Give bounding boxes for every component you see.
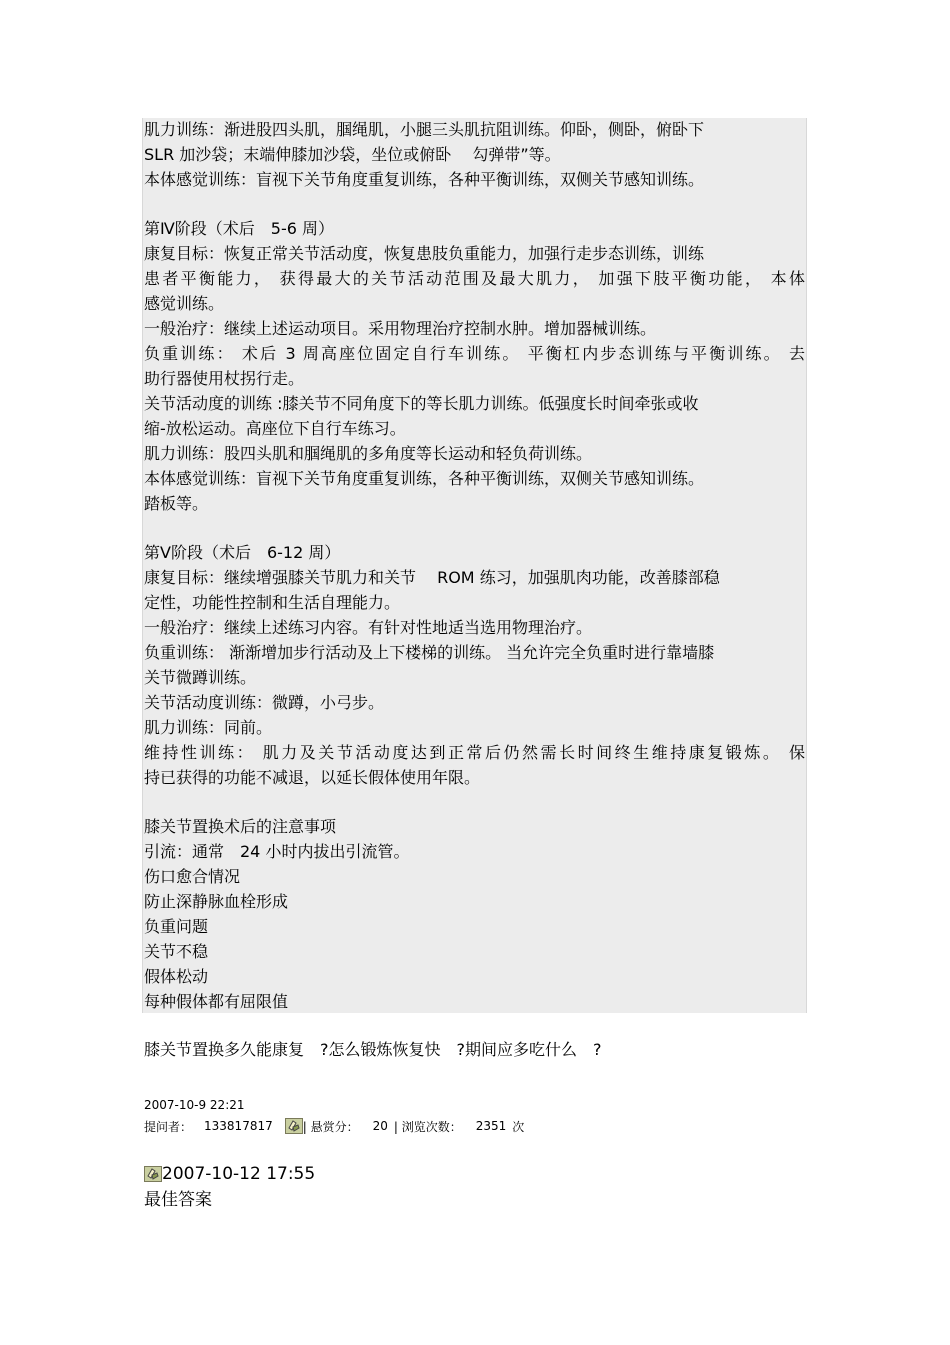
text-line: 本体感觉训练：盲视下关节角度重复训练，各种平衡训练，双侧关节感知训练。 <box>144 469 705 488</box>
views-value: 2351 <box>475 1119 507 1133</box>
text-line: 康复目标：继续增强膝关节肌力和关节 ROM 练习，加强肌肉功能，改善膝部稳 <box>144 568 720 587</box>
text-line: 本体感觉训练：盲视下关节角度重复训练，各种平衡训练，双侧关节感知训练。 <box>144 170 705 189</box>
text-line: 关节活动度的训练 :膝关节不同角度下的等长肌力训练。低强度长时间牵张或收 <box>144 394 699 413</box>
text-line: 缩-放松运动。高座位下自行车练习。 <box>144 419 406 438</box>
text-line: 防止深静脉血栓形成 <box>144 892 289 911</box>
bounty-value: 20 <box>372 1119 388 1133</box>
answer-user-icon[interactable] <box>144 1166 162 1182</box>
text-line: 踏板等。 <box>144 494 209 513</box>
asker-id[interactable]: 133817817 <box>204 1119 273 1133</box>
text-line: 助行器使用杖拐行走。 <box>144 369 305 388</box>
user-level-icon[interactable] <box>285 1118 303 1134</box>
text-line: 维持性训练： 肌力及关节活动度达到正常后仍然需长时间终生维持康复锻炼。 保 <box>144 743 805 762</box>
text-line: 康复目标：恢复正常关节活动度，恢复患肢负重能力，加强行走步态训练，训练 <box>144 244 705 263</box>
text-line: 一般治疗：继续上述练习内容。有针对性地适当选用物理治疗。 <box>144 618 593 637</box>
answer-header <box>144 1162 315 1186</box>
text-line: 伤口愈合情况 <box>144 867 241 886</box>
section-heading: 第Ⅴ阶段（术后 6-12 周） <box>144 543 341 562</box>
question-meta <box>144 1116 524 1136</box>
best-answer-label: 最佳答案 <box>144 1190 212 1210</box>
question-date: 2007-10-9 22:21 <box>144 1098 245 1112</box>
text-line: 肌力训练：股四头肌和腘绳肌的多角度等长运动和轻负荷训练。 <box>144 444 593 463</box>
text-line: 每种假体都有屈限值 <box>144 992 289 1011</box>
text-line: 负重问题 <box>144 917 209 936</box>
section-heading: 膝关节置换术后的注意事项 <box>144 817 337 836</box>
views-label: | 浏览次数： <box>393 1119 462 1134</box>
text-line: 定性，功能性控制和生活自理能力。 <box>144 593 401 612</box>
text-line: 关节不稳 <box>144 942 209 961</box>
text-line: SLR 加沙袋；末端伸膝加沙袋，坐位或俯卧 勾弹带”等。 <box>144 145 561 164</box>
text-line: 患者平衡能力， 获得最大的关节活动范围及最大肌力， 加强下肢平衡功能， 本体 <box>144 269 805 288</box>
text-line: 负重训练： 渐渐增加步行活动及上下楼梯的训练。 当允许完全负重时进行靠墙膝 <box>144 643 715 662</box>
asker-label: 提问者： <box>144 1119 193 1134</box>
text-line: 持已获得的功能不减退，以延长假体使用年限。 <box>144 768 481 787</box>
views-unit: 次 <box>512 1119 525 1134</box>
text-line: 引流：通常 24 小时内拔出引流管。 <box>144 842 410 861</box>
text-line: 负重训练： 术后 3 周高座位固定自行车训练。 平衡杠内步态训练与平衡训练。 去 <box>144 344 805 363</box>
text-line: 一般治疗：继续上述运动项目。采用物理治疗控制水肿。增加器械训练。 <box>144 319 657 338</box>
bounty-label: | 悬赏分： <box>302 1119 359 1134</box>
text-line: 关节微蹲训练。 <box>144 668 257 687</box>
text-line: 肌力训练：同前。 <box>144 718 273 737</box>
question-title[interactable]: 膝关节置换多久能康复 ?怎么锻炼恢复快 ?期间应多吃什么 ? <box>144 1040 602 1059</box>
text-line: 肌力训练：渐进股四头肌，腘绳肌，小腿三头肌抗阻训练。仰卧，侧卧，俯卧下 <box>144 120 705 139</box>
text-line: 假体松动 <box>144 967 209 986</box>
text-line: 关节活动度训练：微蹲，小弓步。 <box>144 693 385 712</box>
text-line: 感觉训练。 <box>144 294 225 313</box>
answer-date: 2007-10-12 17:55 <box>162 1164 316 1184</box>
section-heading: 第Ⅳ阶段（术后 5-6 周） <box>144 219 334 238</box>
